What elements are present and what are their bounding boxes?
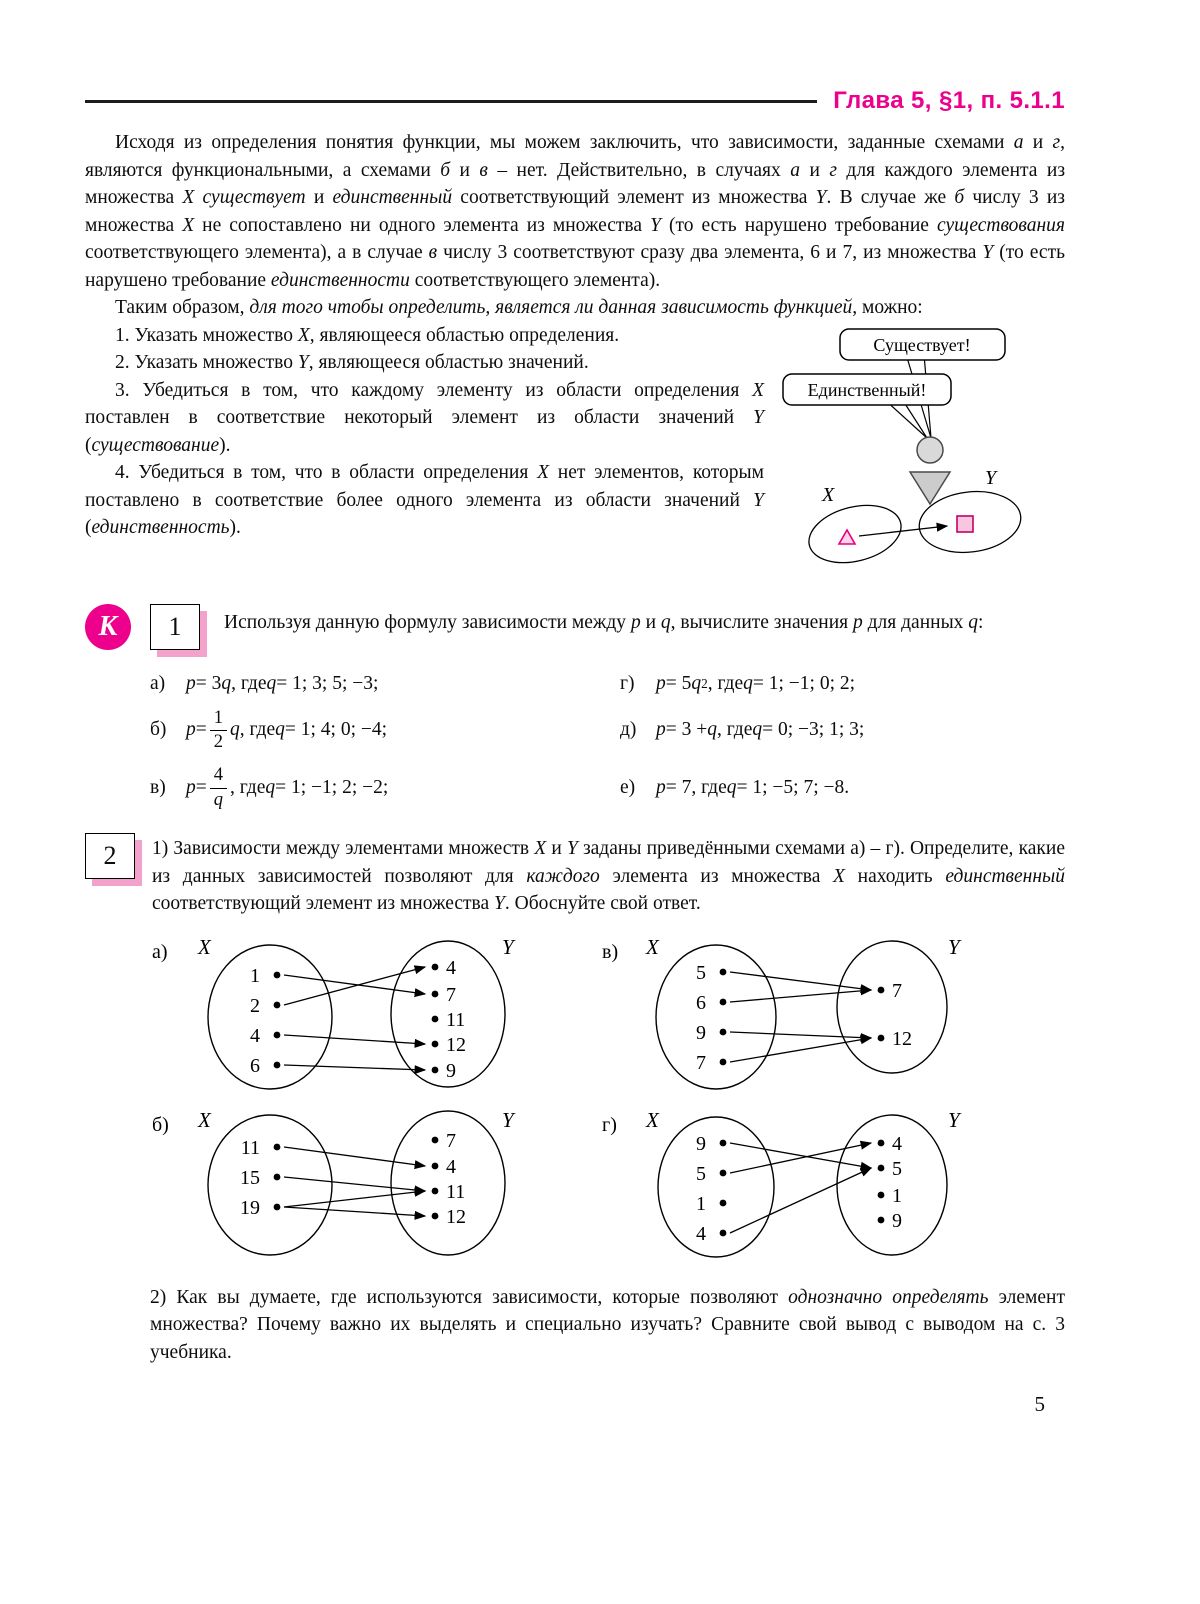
element-dot (720, 1058, 727, 1065)
element-number: 4 (446, 956, 456, 979)
element-dot (720, 968, 727, 975)
element-number: 9 (696, 1132, 706, 1155)
set-y-label: Y (948, 934, 960, 959)
mapping-arrow (284, 967, 425, 1005)
element-dot (720, 998, 727, 1005)
item-label: б) (150, 719, 167, 741)
task-2 (85, 833, 1065, 1366)
square-element (957, 516, 973, 532)
element-dot (878, 1034, 885, 1041)
fraction: $\frac{4}{q}$ (210, 766, 227, 810)
figure-x-label: X (822, 483, 835, 506)
mapping-arrow (730, 990, 871, 1002)
task1-item-g (620, 666, 1065, 702)
element-number: 12 (446, 1033, 466, 1056)
element-dot (432, 1066, 439, 1073)
diagram-v (600, 932, 1065, 1097)
element-number: 9 (696, 1021, 706, 1044)
task1-text: Используя данную формулу зависимости между p и q, вычислите значения p для данных q: (224, 611, 984, 633)
mapping-arrow (730, 1143, 871, 1168)
item-label: г) (620, 672, 635, 694)
mapping-arrow (730, 1143, 871, 1173)
element-number: 5 (892, 1157, 902, 1180)
element-dot (720, 1229, 727, 1236)
figure-mapping-arrow (859, 526, 947, 536)
element-dot (878, 1216, 885, 1223)
element-dot (720, 1169, 727, 1176)
element-dot (274, 1061, 281, 1068)
item-label: в) (150, 777, 166, 799)
element-dot (432, 990, 439, 997)
task1-item-b (150, 702, 620, 760)
element-number: 5 (696, 1162, 706, 1185)
element-number: 6 (696, 991, 706, 1014)
mapping-arrow (284, 975, 425, 994)
figure-y-label: Y (985, 466, 997, 489)
k-badge (85, 604, 131, 650)
mapping-arrow (730, 1168, 871, 1233)
element-number: 11 (446, 1008, 466, 1031)
mapping-arrow (730, 972, 871, 990)
task1-head (85, 604, 1065, 650)
element-number: 12 (892, 1027, 912, 1050)
element-number: 7 (696, 1051, 706, 1074)
element-dot (274, 1203, 281, 1210)
item-formula: p = 3 q , где q = 1; 3; 5; −3; (186, 672, 379, 694)
diagram-label: б) (152, 1113, 169, 1136)
element-dot (432, 1212, 439, 1219)
task2-number: 2 (103, 841, 117, 871)
header-rule (85, 100, 817, 103)
k-badge-letter: К (98, 610, 118, 642)
element-number: 19 (240, 1196, 260, 1219)
mapping-arrow (284, 1035, 425, 1044)
step-4: 4. Убедиться в том, что в области определения X нет элементов, которым поставлено в соответствие более одного элемента из области значений Y (единственность). (85, 462, 764, 538)
item-label: е) (620, 777, 636, 799)
element-dot (432, 963, 439, 970)
element-dot (878, 1164, 885, 1171)
element-number: 7 (446, 983, 456, 1006)
set-x-label: X (646, 934, 659, 959)
element-number: 9 (892, 1209, 902, 1232)
element-number: 4 (696, 1222, 706, 1245)
element-number: 5 (696, 961, 706, 984)
set-y-label: Y (502, 1107, 514, 1132)
item-formula: p = $\frac{4}{q}$ , где q = 1; −1; 2; −2; (186, 765, 389, 810)
diagram-a (150, 932, 600, 1097)
item-formula: p = 3 + q , где q = 0; −3; 1; 3; (656, 719, 865, 741)
mapping-arrow (284, 1065, 425, 1070)
element-dot (432, 1187, 439, 1194)
task1-item-a (150, 666, 620, 702)
task1-items (150, 666, 1065, 818)
steps-block (85, 322, 1065, 582)
element-number: 1 (250, 964, 260, 987)
element-number: 7 (892, 979, 902, 1002)
diagram-b (150, 1105, 600, 1270)
mapping-arrow (284, 1207, 425, 1216)
element-dot (878, 1139, 885, 1146)
element-dot (878, 986, 885, 993)
bubble-unique-text: Единственный! (807, 379, 927, 400)
set-x-label: X (646, 1107, 659, 1132)
element-number: 4 (250, 1024, 260, 1047)
element-dot (432, 1162, 439, 1169)
element-number: 12 (446, 1205, 466, 1228)
task1-item-d (620, 702, 1065, 760)
task2-text-2: 2) Как вы думаете, где используются зависимости, которые позволяют однозначно определять элемент множества? Почему важно их выделять и специально изучать? Сравните свой вывод с выводом на с. 3 учебника. (150, 1286, 1065, 1363)
task2-text-1: 1) Зависимости между элементами множеств X и Y заданы приведёнными схемами а) – г). Определите, какие из данных зависимостей позволяют для каждого элемента из множества X находить единственный соответствующий элемент из множества Y. Обоснуйте свой ответ. (152, 838, 1065, 915)
element-number: 4 (446, 1155, 456, 1178)
item-formula: p = 7, где q = 1; −5; 7; −8. (656, 777, 850, 799)
element-dot (432, 1015, 439, 1022)
triangle-element (839, 530, 855, 544)
task2-head (85, 833, 1065, 918)
element-dot (432, 1040, 439, 1047)
item-formula: p = $\frac{1}{2}$ q , где q = 1; 4; 0; −4; (186, 707, 388, 752)
figure-set-x-ellipse (803, 496, 907, 571)
element-number: 1 (892, 1184, 902, 1207)
task-1 (85, 604, 1065, 818)
element-number: 2 (250, 994, 260, 1017)
element-dot (274, 1031, 281, 1038)
item-label: д) (620, 719, 637, 741)
mapping-diagrams (150, 932, 1065, 1270)
element-number: 6 (250, 1054, 260, 1077)
element-number: 11 (446, 1180, 466, 1203)
element-dot (274, 971, 281, 978)
task1-item-v (150, 759, 620, 817)
mapping-arrow (284, 1191, 425, 1207)
mapping-arrow (284, 1147, 425, 1166)
element-number: 1 (696, 1192, 706, 1215)
diagram-g (600, 1105, 1065, 1270)
diagram-label: г) (602, 1113, 617, 1136)
element-dot (432, 1136, 439, 1143)
element-number: 9 (446, 1059, 456, 1082)
set-ellipse (656, 945, 776, 1089)
task1-number: 1 (168, 611, 182, 641)
element-dot (720, 1139, 727, 1146)
element-number: 15 (240, 1166, 260, 1189)
element-number: 11 (240, 1136, 260, 1159)
task2-number-box (85, 833, 135, 879)
item-formula: p = 5 q 2 , где q = 1; −1; 0; 2; (656, 672, 856, 694)
set-x-label: X (198, 1107, 211, 1132)
element-number: 4 (892, 1132, 902, 1155)
function-concept-figure (780, 324, 1065, 576)
element-dot (720, 1199, 727, 1206)
intro-section (85, 129, 1065, 582)
person-head-icon (917, 437, 943, 463)
chapter-title: Глава 5, §1, п. 5.1.1 (833, 87, 1065, 114)
set-ellipse (208, 1115, 332, 1255)
diagram-label: в) (602, 940, 619, 963)
set-y-label: Y (948, 1107, 960, 1132)
chapter-header (85, 86, 1065, 116)
set-x-label: X (198, 934, 211, 959)
item-label: а) (150, 672, 166, 694)
diagram-label: а) (152, 940, 168, 963)
element-dot (274, 1143, 281, 1150)
mapping-arrow (284, 1177, 425, 1191)
down-arrow-icon (910, 472, 950, 504)
set-ellipse (658, 1117, 774, 1257)
mapping-arrow (730, 1032, 871, 1038)
step-2: 2. Указать множество Y, являющееся областью значений. (115, 352, 589, 373)
step-1: 1. Указать множество X, являющееся областью определения. (115, 324, 620, 346)
set-y-label: Y (502, 934, 514, 959)
element-dot (274, 1173, 281, 1180)
task1-item-e (620, 759, 1065, 817)
step-3: 3. Убедиться в том, что каждому элементу из области определения X поставлен в соответствие некоторый элемент из области значений Y (существование). (85, 379, 764, 456)
element-dot (720, 1028, 727, 1035)
bubble-exists-text: Существует! (873, 334, 971, 355)
element-number: 7 (446, 1129, 456, 1152)
set-ellipse (208, 945, 332, 1089)
set-ellipse (837, 941, 947, 1073)
page-number: 5 (1034, 1392, 1045, 1417)
task1-number-box (150, 604, 200, 650)
element-dot (274, 1001, 281, 1008)
intro-paragraph-2: Таким образом, для того чтобы определить, является ли данная зависимость функцией, можно: (115, 297, 923, 318)
element-dot (878, 1191, 885, 1198)
intro-paragraph-1: Исходя из определения понятия функции, мы можем заключить, что зависимости, заданные схемами а и г, являются функциональными, а схемами б и в – нет. Действительно, в случаях а и г для каждого элемента из множества X существует и единственный соответствующий элемент из множества Y. В случае же б числу 3 из множества X не сопоставлено ни одного элемента из множества Y (то есть нарушено требование существования соответствующего элемента), а в случае в числу 3 соответствуют сразу два элемента, 6 и 7, из множества Y (то есть нарушено требование единственности соответствующего элемента). (85, 132, 1066, 291)
fraction: $\frac{1}{2}$ (210, 709, 227, 753)
